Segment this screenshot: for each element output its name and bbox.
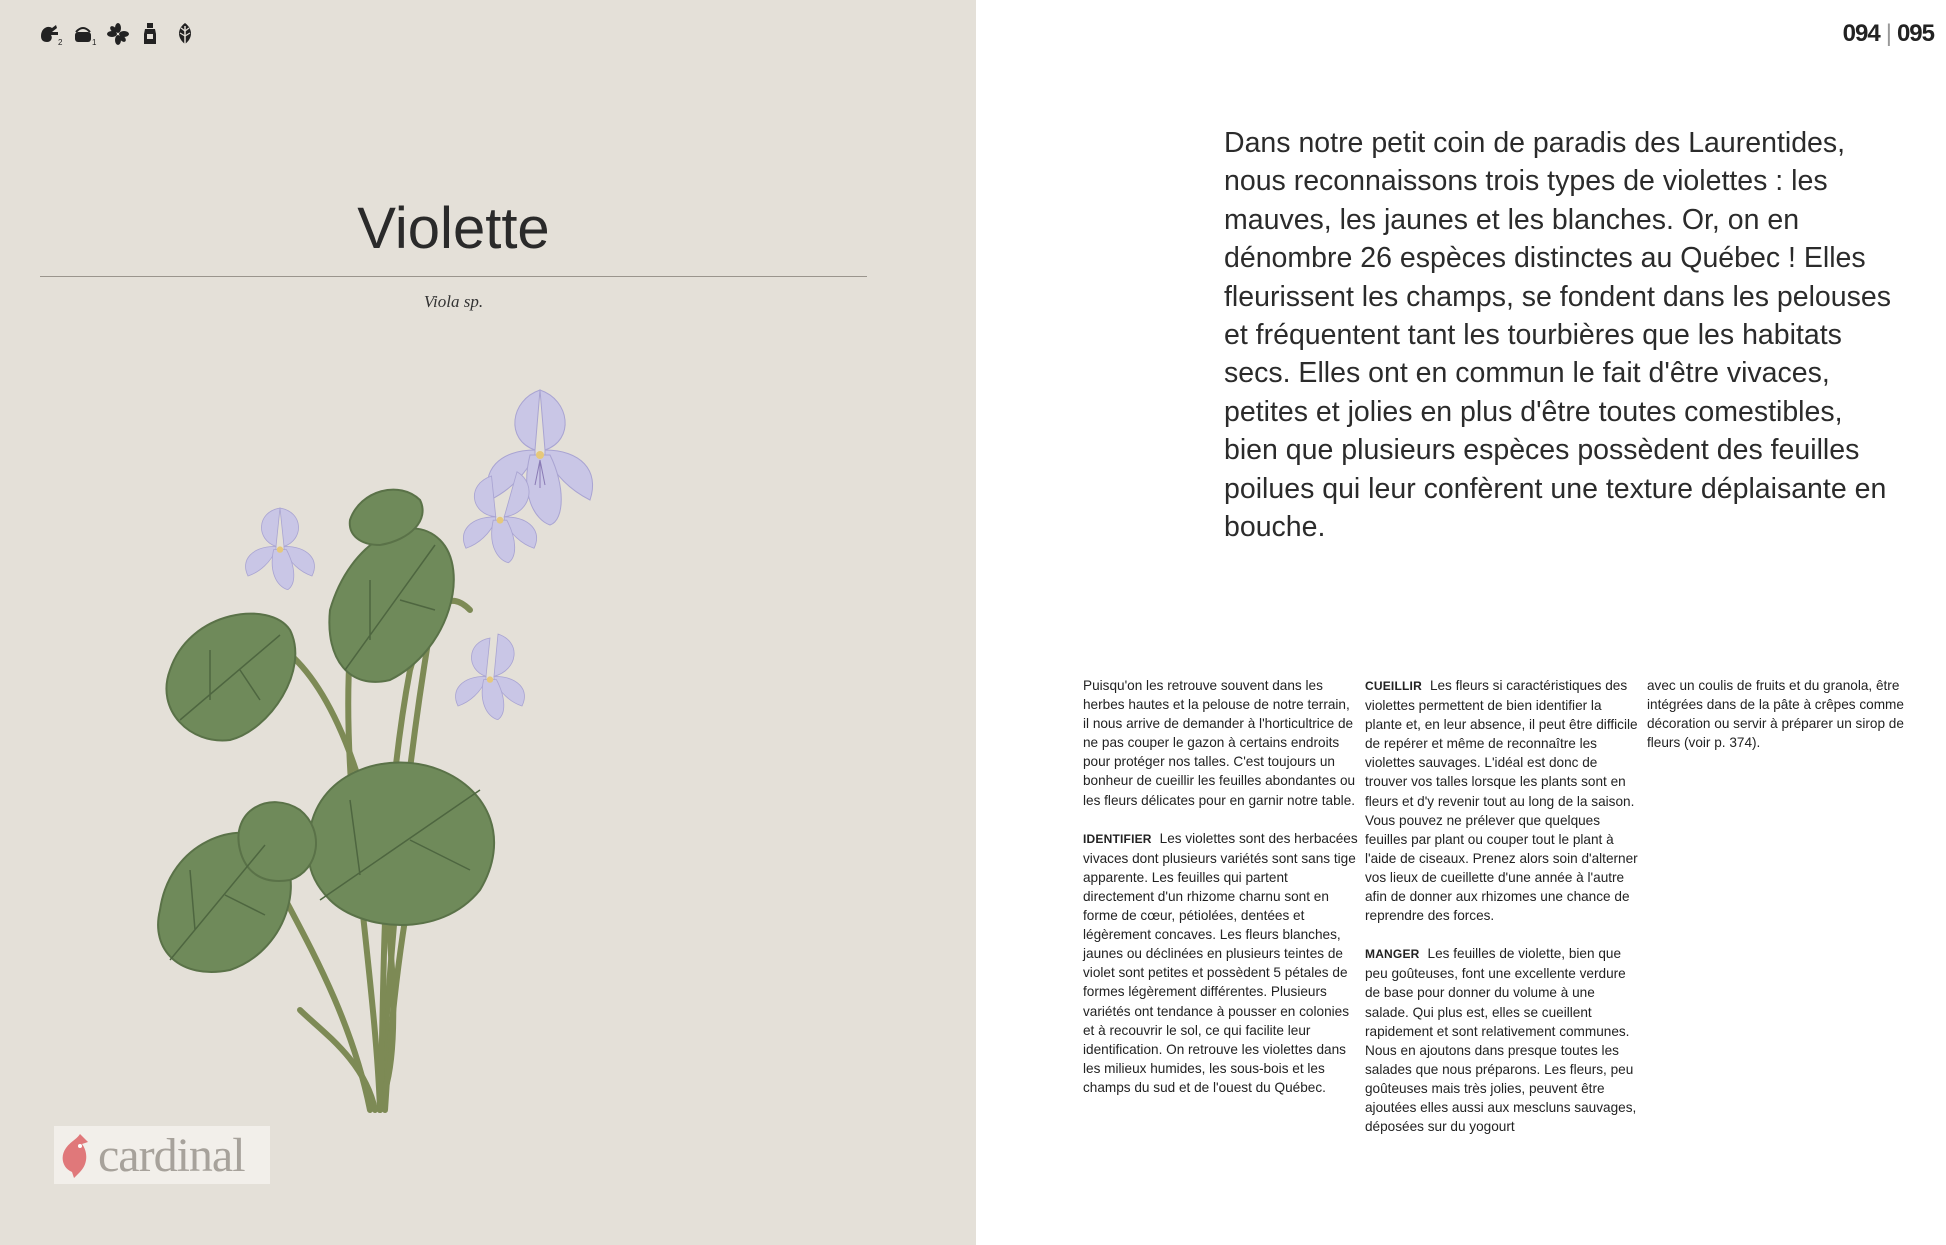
identifier-heading: IDENTIFIER [1083,831,1152,846]
continuation-paragraph: avec un coulis de fruits et du granola, être intégrées dans de la pâte à crêpes comme décoration ou servir à préparer un sirop de fleurs (voir p. 374). [1647,678,1904,751]
bottle-icon [140,22,162,46]
text-column-3 [1647,676,1923,771]
cueillir-paragraph [1365,676,1641,925]
publisher-watermark [54,1126,270,1184]
svg-text:1: 1 [92,38,97,46]
flower-icon [106,22,128,46]
latin-name: Viola sp. [423,292,484,311]
page-numbers [1843,20,1934,48]
page-number-separator: | [1885,20,1891,47]
intro-paragraph: Dans notre petit coin de paradis des Laurentides, nous reconnaissons trois types de violettes : les mauves, les jaunes et les blanches. Or, on en dénombre 26 espèces distinctes au Québec ! Elles fleurissent les champs, se fondent dans les pelouses et fréquentent tant les tourbières que les habitats secs. Elles ont en commun le fait d'être vivaces, petites et jolies en plus d'être toutes comestibles, bien que plusieurs espèces possèdent des feuilles poilues qui leur confèrent une texture déplaisante en bouche. [1224,127,1891,544]
svg-text:2: 2 [58,38,63,46]
page-title: Violette [357,196,550,261]
manger-heading: MANGER [1365,947,1420,962]
watermark-text: cardinal [98,1128,245,1182]
cueillir-heading: CUEILLIR [1365,679,1422,693]
cardinal-bird-icon [58,1132,94,1180]
basket-icon [72,22,97,46]
text-column-2 [1365,676,1641,1155]
text-column-1 [1083,676,1359,1116]
leaf-icon [174,22,196,46]
manger-paragraph [1365,944,1641,1136]
identifier-text: Les violettes sont des herbacées vivaces dont plusieurs variétés sont sans tige apparente. Les feuilles qui partent directement d'un rhizome charnu sont en forme de cœur, pétiolées, dentées et légèrement concaves. Les fleurs blanches, jaunes ou déclinées en plusieurs teintes de violet sont petites et possèdent 5 pétales de formes légèrement différentes. Plusieurs variétés ont tendance à pousser en colonies et à recouvrir le sol, ce qui facilite leur identification. On retrouve les violettes dans les milieux humides, les sous-bois et les champs du sud et de l'ouest du Québec. [1083,830,1358,1095]
violet-illustration [150,370,770,1130]
cueillir-text: Les fleurs si caractéristiques des violettes permettent de bien identifier la plante et, en leur absence, il peut être difficile de repérer et même de reconnaître les violettes sauvages. L'idéal est donc de trouver vos talles lorsque les plants sont en fleurs et d'y revenir tout au long de la saison. Vous pouvez ne prélever que quelques feuilles par plant ou couper tout le plant à l'aide de ciseaux. Prenez alors soin d'alterner vos lieux de cueillette d'une année à l'autre afin de donner aux rhizomes une chance de reprendre des forces. [1365,678,1638,924]
hand-icon [38,22,63,46]
opening-paragraph: Puisqu'on les retrouve souvent dans les herbes hautes et la pelouse de notre terrain, il nous arrive de demander à l'horticultrice de ne pas couper le gazon à certains endroits pour protéger nos talles. C'est toujours un bonheur de cueillir les feuilles abondantes ou les fleurs délicates pour en garnir notre table. [1083,678,1356,808]
identifier-paragraph [1083,829,1359,1097]
title-divider [40,276,867,277]
icon-row [38,22,196,46]
manger-text: Les feuilles de violette, bien que peu goûteuses, font une excellente verdure de base pour donner du volume à une salade. Qui plus est, elles se cueillent rapidement et sont relativement communes. Nous en ajoutons dans presque toutes les salades que nous préparons. Les fleurs, peu goûteuses mais très jolies, peuvent être ajoutées elles aussi aux mescluns sauvages, déposées sur du yogourt [1365,946,1637,1135]
page-number-right: 095 [1896,20,1934,47]
page-number-left: 094 [1842,20,1880,47]
